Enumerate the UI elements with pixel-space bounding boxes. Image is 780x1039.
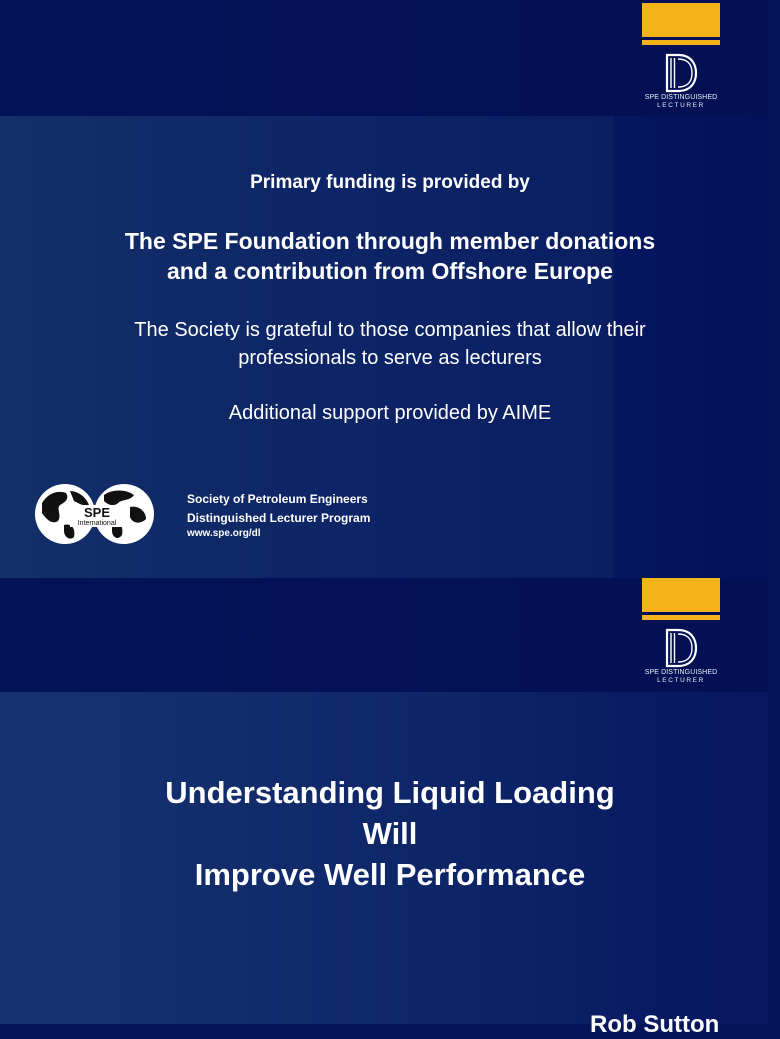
grateful-text [0,316,780,372]
slide-title [0,578,768,1038]
spe-program-text [187,490,370,528]
title-line-3: Improve Well Performance [194,857,586,892]
logo-caption: SPE DISTINGUISHED [644,94,718,101]
author-name: Rob Sutton [590,1011,720,1038]
logo-yellow-bar [642,578,720,612]
grateful-line-1: The Society is grateful to those companies that allow their [134,319,646,341]
title-line-2: Will [362,816,418,851]
logo-caption-lecturer: LECTURER [657,102,705,109]
presentation-title [0,772,780,895]
d-lettermark-icon [664,53,698,93]
logo-yellow-bar [642,3,720,37]
spe-logo-text: SPE [83,505,111,520]
d-lettermark-icon [664,628,698,668]
funding-intro-text: Primary funding is provided by [250,172,530,193]
title-line-1: Understanding Liquid Loading [165,775,615,810]
spe-logo-subtext: International [77,520,117,527]
logo-yellow-stripe [642,615,720,620]
spe-url-link[interactable]: www.spe.org/dl [187,528,261,539]
grateful-line-2: professionals to serve as lecturers [238,347,542,369]
foundation-text [0,226,780,286]
logo-yellow-stripe [642,40,720,45]
spe-org-line-1: Society of Petroleum Engineers [187,492,368,506]
logo-caption: SPE DISTINGUISHED [644,669,718,676]
spe-international-globe-logo [34,481,156,547]
spe-org-line-2: Distinguished Lecturer Program [187,511,371,525]
additional-support-text: Additional support provided by AIME [228,402,552,424]
foundation-line-2: and a contribution from Offshore Europe [167,258,613,284]
logo-caption-lecturer: LECTURER [657,677,705,684]
foundation-line-1: The SPE Foundation through member donations [124,228,656,254]
